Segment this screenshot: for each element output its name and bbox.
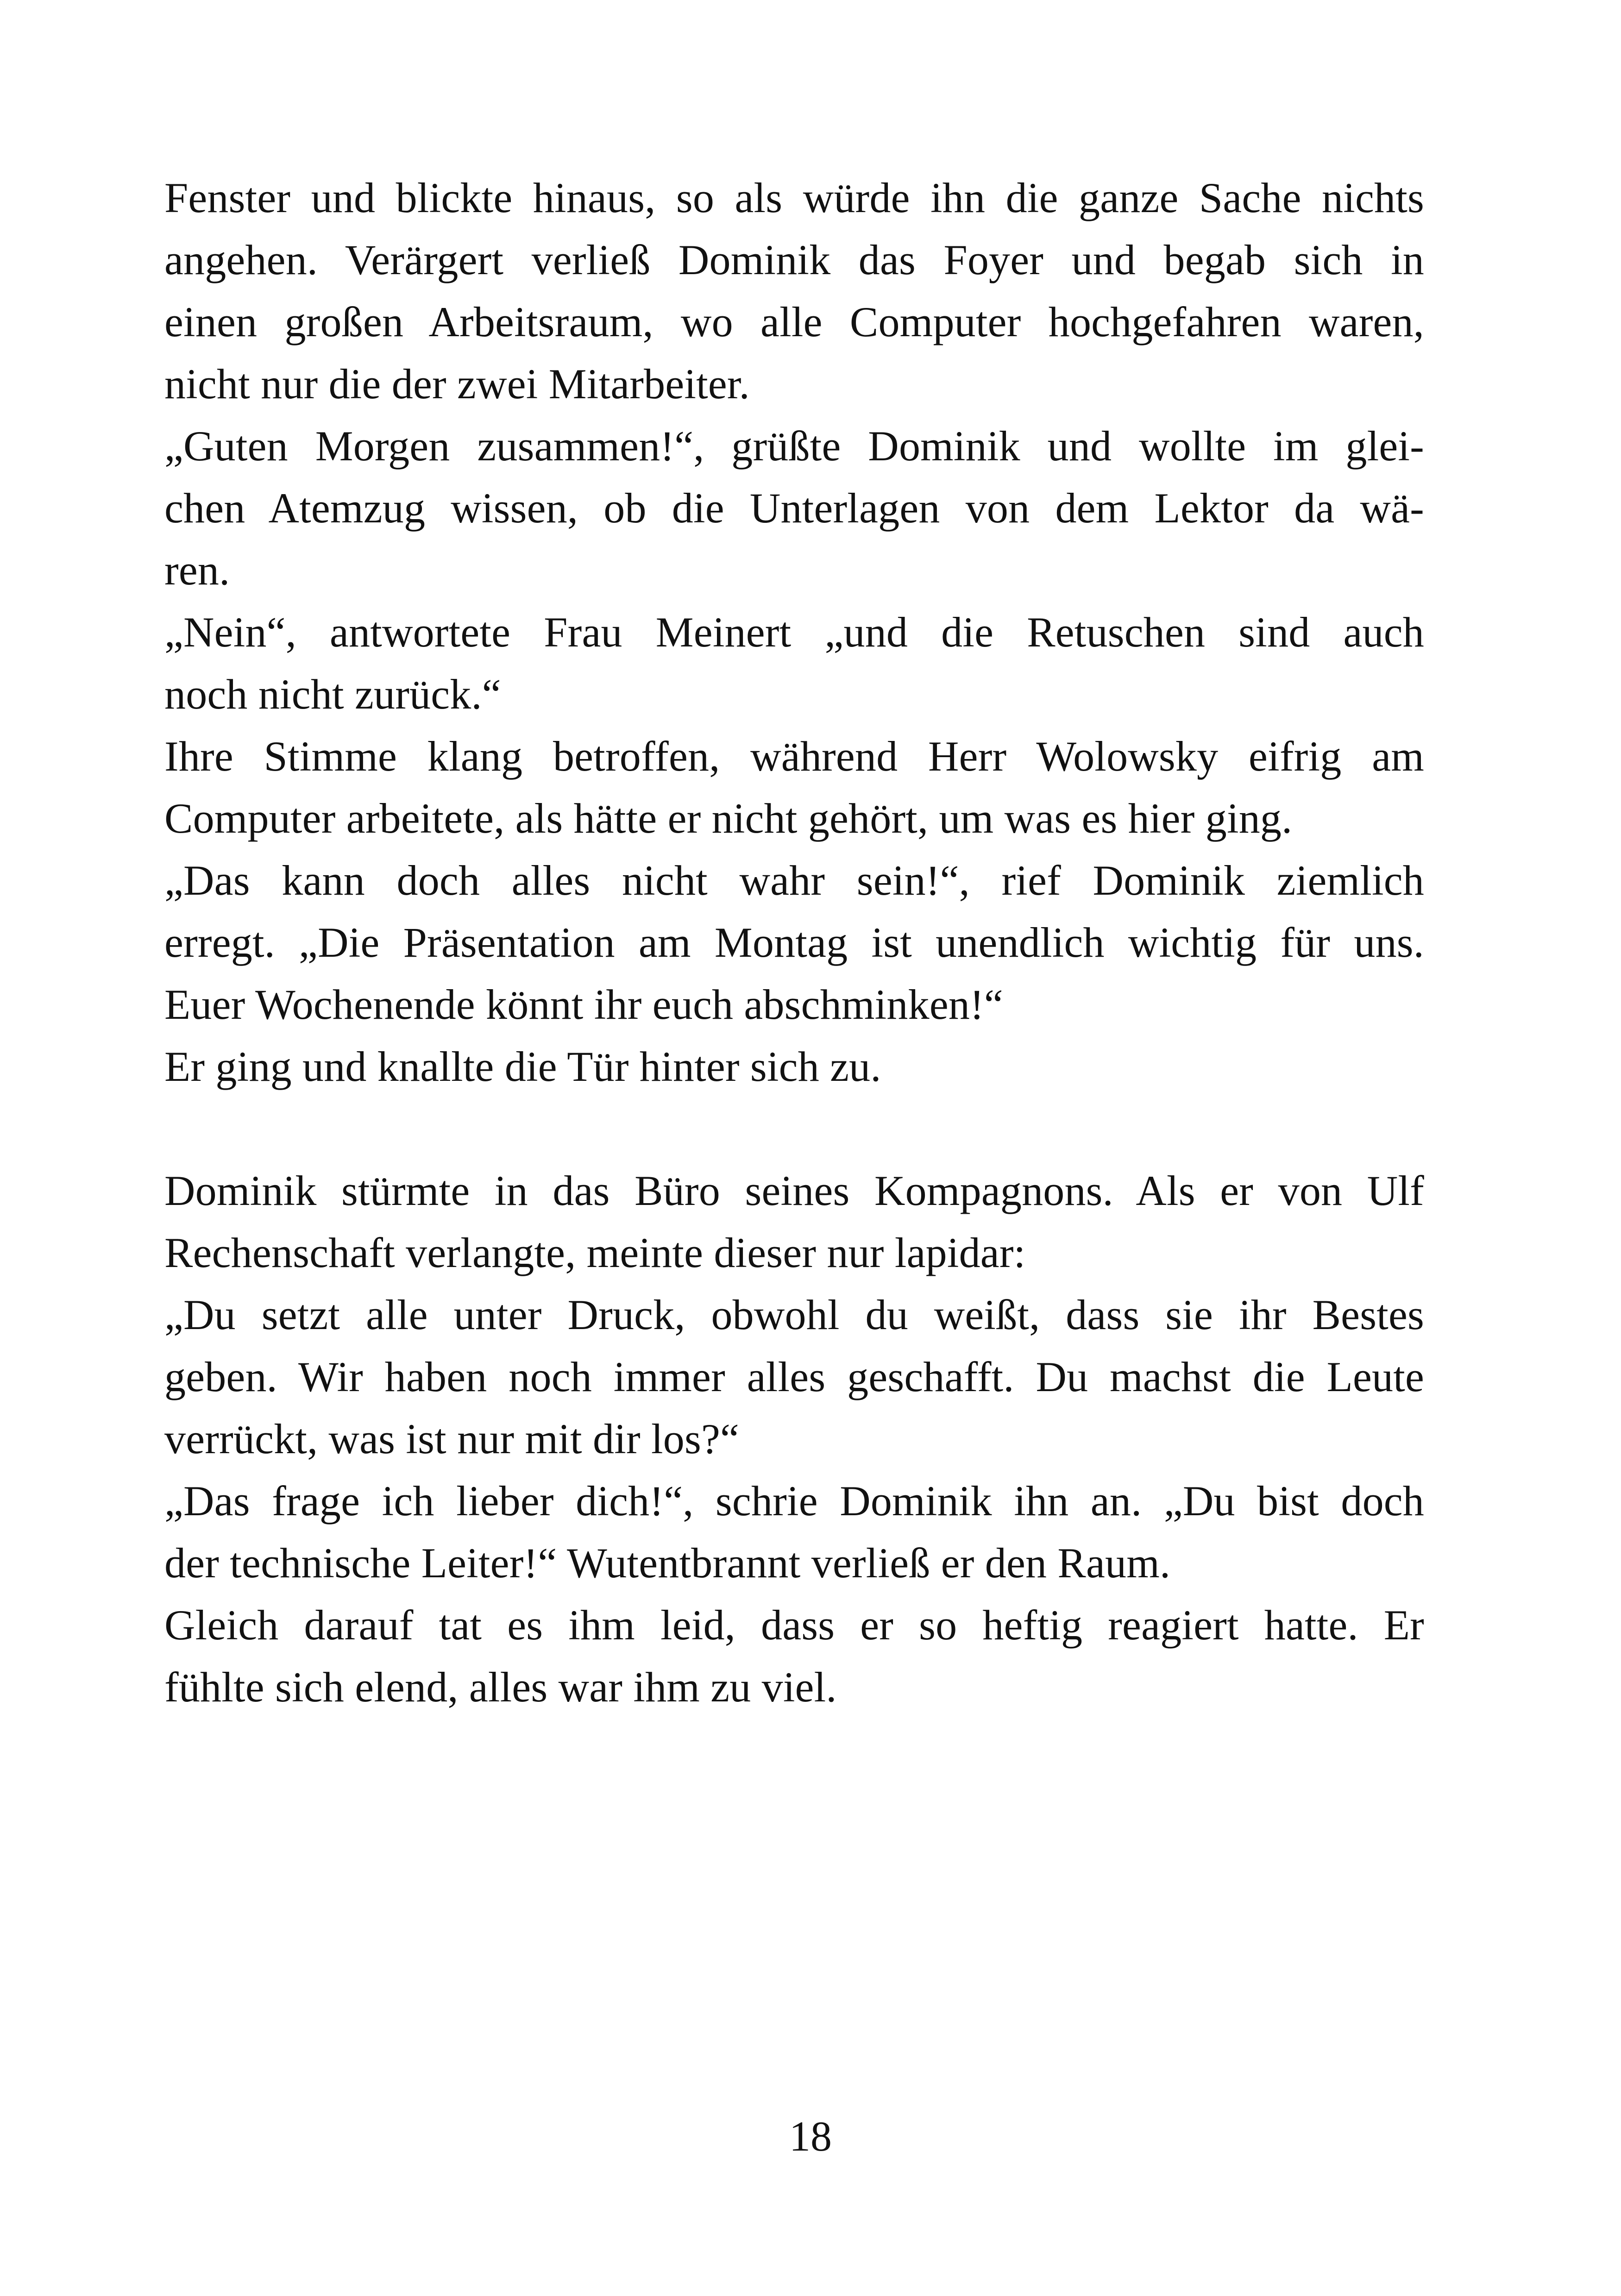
text-line: Euer Wochenende könnt ihr euch abschminken!“ — [164, 981, 1003, 1028]
text-line: fühlte sich elend, alles war ihm zu viel. — [164, 1663, 837, 1711]
text-line: Ihre Stimme klang betroffen, während Herr Wolowsky eifrig am — [164, 733, 1424, 780]
text-line: chen Atemzug wissen, ob die Unterlagen von dem Lektor da wä- — [164, 484, 1424, 532]
text-line: „Guten Morgen zusammen!“, grüßte Dominik und wollte im glei- — [164, 422, 1424, 470]
text-line: Er ging und knallte die Tür hinter sich zu. — [164, 1043, 881, 1090]
text-line: einen großen Arbeitsraum, wo alle Computer hochgefahren waren, — [164, 298, 1424, 345]
text-line: Fenster und blickte hinaus, so als würde ihn die ganze Sache nichts — [164, 174, 1424, 221]
text-line: ren. — [164, 546, 230, 594]
text-line: Gleich darauf tat es ihm leid, dass er so heftig reagiert hatte. Er — [164, 1601, 1424, 1649]
text-line: geben. Wir haben noch immer alles geschafft. Du machst die Leute — [164, 1353, 1424, 1400]
text-line: verrückt, was ist nur mit dir los?“ — [164, 1415, 740, 1462]
paragraph-gap — [164, 1098, 1424, 1160]
text-line: Computer arbeitete, als hätte er nicht gehört, um was es hier ging. — [164, 795, 1293, 842]
text-line: „Nein“, antwortete Frau Meinert „und die Retuschen sind auch — [164, 609, 1424, 656]
text-line: Rechenschaft verlangte, meinte dieser nur lapidar: — [164, 1229, 1026, 1276]
page-number: 18 — [789, 2113, 832, 2160]
text-line: „Das frage ich lieber dich!“, schrie Dominik ihn an. „Du bist doch — [164, 1477, 1424, 1524]
body-text — [164, 167, 1424, 1718]
text-line: „Das kann doch alles nicht wahr sein!“, rief Dominik ziemlich — [164, 857, 1424, 904]
text-line: angehen. Verärgert verließ Dominik das Foyer und begab sich in — [164, 236, 1424, 283]
text-line: der technische Leiter!“ Wutentbrannt verließ er den Raum. — [164, 1539, 1171, 1587]
text-line: „Du setzt alle unter Druck, obwohl du weißt, dass sie ihr Bestes — [164, 1291, 1424, 1338]
text-line: Dominik stürmte in das Büro seines Kompagnons. Als er von Ulf — [164, 1167, 1424, 1214]
text-line: erregt. „Die Präsentation am Montag ist unendlich wichtig für uns. — [164, 919, 1424, 966]
text-line: nicht nur die der zwei Mitarbeiter. — [164, 360, 750, 408]
text-line: noch nicht zurück.“ — [164, 671, 501, 718]
